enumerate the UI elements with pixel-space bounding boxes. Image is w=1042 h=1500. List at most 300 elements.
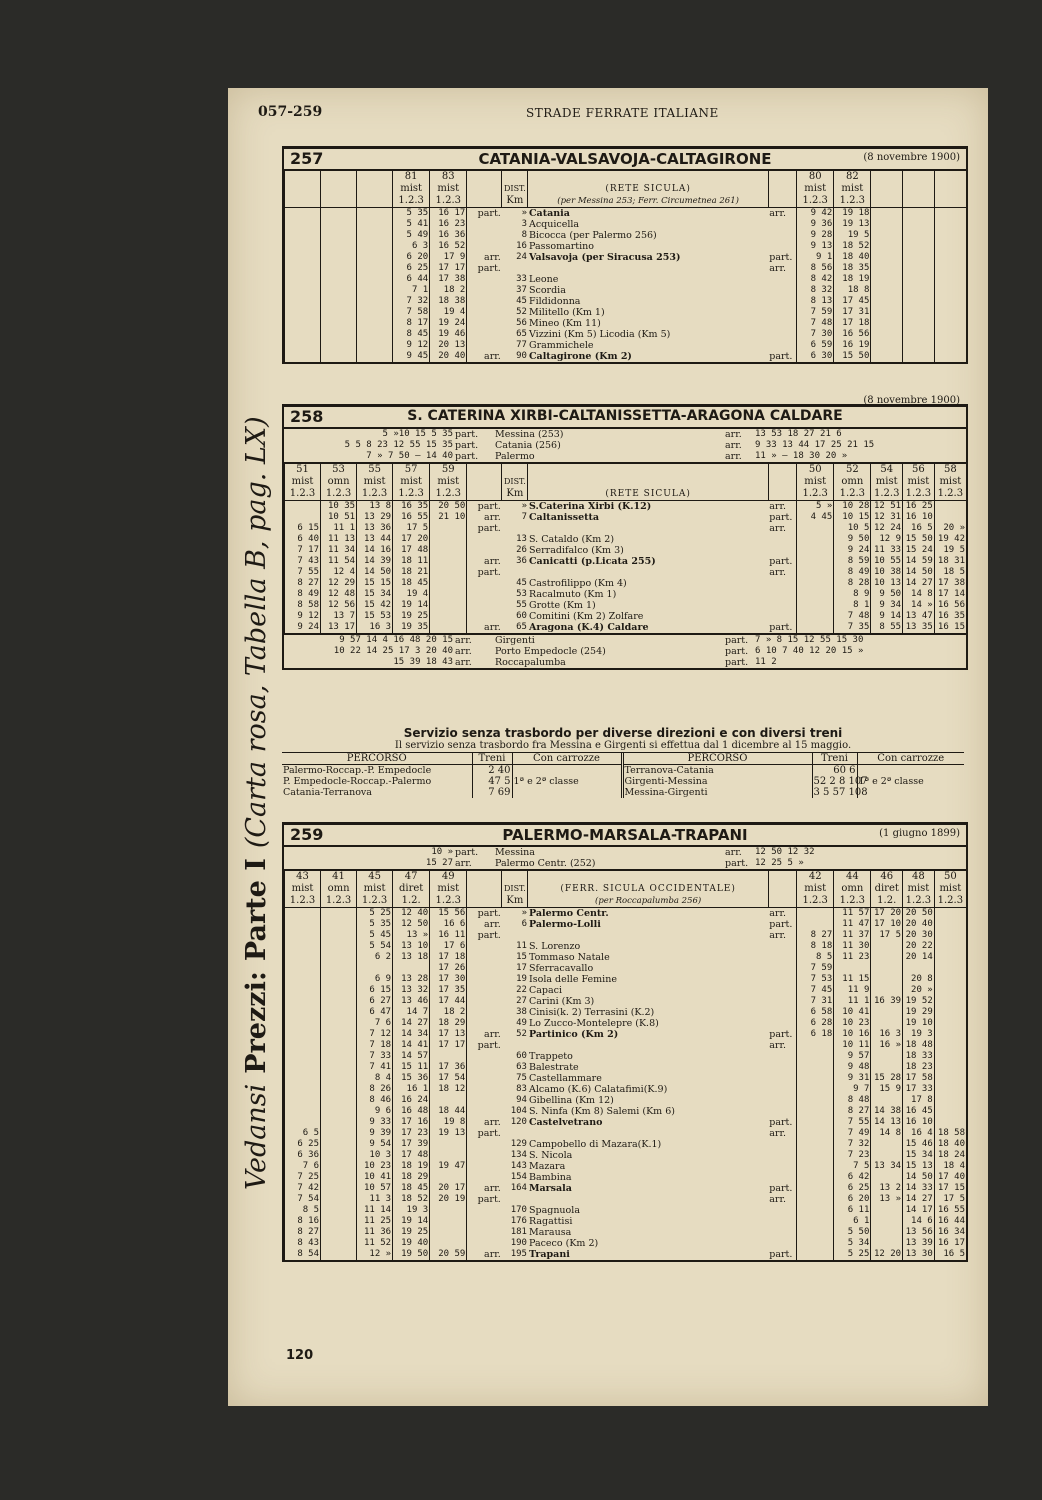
train-header: 50 mist 1.2.3 [934,871,966,908]
station-name: Lo Zucco-Montelepre (K.8) [528,1018,659,1029]
down-time: 19 25 [393,1227,430,1238]
up-time: 15 46 [903,1139,935,1150]
up-time [871,985,903,996]
down-time: 7 32 [393,296,430,307]
up-time: 19 5 [834,230,871,241]
train-header: 54 mist 1.2.3 [871,464,903,501]
down-time: 17 26 [430,963,467,974]
km-value: 129 [510,1139,527,1149]
up-time: 18 33 [903,1051,935,1062]
connection-station: Catania (256) [495,440,561,451]
empty-cell [321,351,357,362]
empty-cell [321,219,357,230]
down-time: 15 56 [430,908,467,920]
table-row [285,985,967,996]
empty-cell [934,219,966,230]
up-time [871,952,903,963]
table-row [285,578,967,589]
connection-times: 5 5 8 23 12 55 15 35 [344,440,453,450]
down-time [321,1227,357,1238]
up-time: 8 55 [871,622,903,633]
up-time: 17 38 [934,578,966,589]
down-time: 11 14 [357,1205,393,1216]
km-value: 56 [516,318,527,328]
up-time: 19 3 [903,1029,935,1040]
up-time: 14 8 [871,1128,903,1139]
down-time [285,941,321,952]
train-numbers: 60 6 [812,765,857,777]
down-time [321,1216,357,1227]
up-time: 17 20 [871,908,903,920]
station-name: Isola delle Femine [528,974,617,985]
up-time [934,1106,966,1117]
indicator: arr. [455,858,472,869]
up-time: 12 51 [871,501,903,513]
up-time: 18 58 [934,1128,966,1139]
down-time: 5 35 [393,208,430,220]
indicator: part. [467,930,502,941]
indicator: part. [725,657,749,668]
connection-station: Palermo [495,451,535,462]
empty-cell [357,274,393,285]
km-value: » [521,208,527,218]
up-time [797,578,834,589]
down-time: 8 45 [393,329,430,340]
empty-cell [934,252,966,263]
train-header: 51 mist 1.2.3 [285,464,321,501]
empty-cell [934,296,966,307]
train-header: 53 omn 1.2.3 [321,464,357,501]
section-date: (8 novembre 1900) [863,152,960,163]
empty-cell [357,252,393,263]
down-time [285,908,321,920]
section-number: 258 [290,407,324,426]
indicator [768,545,796,556]
km-value: 7 [521,512,527,522]
timetable-grid [284,171,966,362]
down-time: 9 24 [285,622,321,633]
empty-cell [321,285,357,296]
down-time: 16 35 [393,501,430,513]
station-name: Partinico (Km 2) [528,1029,619,1040]
up-time [871,1150,903,1161]
down-time [285,930,321,941]
up-time [797,1238,834,1249]
indicator-header [467,871,502,908]
timetable-257 [282,146,968,364]
down-time: 13 10 [393,941,430,952]
connection-times: 10 » [431,847,453,857]
down-time: 6 36 [285,1150,321,1161]
indicator: part. [769,919,793,930]
down-time: 17 18 [430,952,467,963]
km-value: 26 [516,545,527,555]
indicator: arr. [769,501,786,512]
indicator: part. [467,208,502,220]
table-row [285,512,967,523]
empty-cell [285,307,321,318]
down-time: 7 55 [285,567,321,578]
up-time: 18 23 [903,1062,935,1073]
station-name: Caltagirone (Km 2) [528,351,632,362]
indicator [768,600,796,611]
indicator [768,1216,796,1227]
down-time [321,1051,357,1062]
up-time [797,1183,834,1194]
route-name: Messina-Girgenti [622,787,812,798]
km-value: » [521,908,527,918]
train-header: 45 mist 1.2.3 [357,871,393,908]
up-time [797,611,834,622]
up-time: 18 52 [834,241,871,252]
table-row [285,1128,967,1139]
down-time: 20 17 [430,1183,467,1194]
station-name: Passomartino [528,241,594,252]
station-name: Acquicella [528,219,580,230]
up-time [797,534,834,545]
empty-cell [357,329,393,340]
indicator [768,1084,796,1095]
station-name: S. Ninfa (Km 8) Salemi (Km 6) [528,1106,675,1117]
indicator [467,974,502,985]
empty-cell [934,274,966,285]
up-time: 17 10 [871,919,903,930]
down-time [430,567,467,578]
empty-cell [321,274,357,285]
percorso-row [282,776,964,787]
up-time: 7 30 [797,329,834,340]
indicator: part. [455,847,479,858]
station-name: Tommaso Natale [528,952,610,963]
station-name: Grotte (Km 1) [528,600,596,611]
indicator [467,611,502,622]
up-time: 7 32 [834,1139,871,1150]
table-row [285,1095,967,1106]
km-value: 27 [516,996,527,1006]
station-name: Campobello di Mazara(K.1) [528,1139,662,1150]
up-time: 13 » [871,1194,903,1205]
indicator: part. [467,501,502,513]
down-time [430,578,467,589]
down-time [321,1095,357,1106]
page-range: 057-259 [258,104,323,120]
km-value: 65 [516,329,527,339]
up-time: 8 13 [797,296,834,307]
section-date: (1 giugno 1899) [879,828,960,839]
table-row [285,996,967,1007]
down-time: 17 17 [430,263,467,274]
down-time [285,1073,321,1084]
up-time: 7 48 [834,611,871,622]
empty-cell [357,340,393,351]
down-time: 11 13 [321,534,357,545]
up-time: 15 13 [903,1161,935,1172]
up-time: 10 23 [834,1018,871,1029]
empty-cell [903,318,935,329]
empty-cell [321,318,357,329]
down-time: 15 36 [393,1073,430,1084]
up-time: 9 48 [834,1062,871,1073]
up-time: 19 18 [834,208,871,220]
down-time: 7 41 [357,1062,393,1073]
table-row [285,241,967,252]
km-value: 154 [510,1172,527,1182]
up-time: 18 8 [834,285,871,296]
indicator: arr. [769,567,786,578]
up-time [934,974,966,985]
up-time [934,512,966,523]
table-row [285,1150,967,1161]
table-row [285,1194,967,1205]
down-time [285,1040,321,1051]
indicator: arr. [725,440,742,451]
indicator: arr. [467,351,502,362]
up-time: 20 » [934,523,966,534]
up-time [797,600,834,611]
up-time: 7 55 [834,1117,871,1128]
down-time: 8 49 [285,589,321,600]
up-time: 10 16 [834,1029,871,1040]
table-row [285,1205,967,1216]
up-time [871,974,903,985]
up-time: 16 56 [934,600,966,611]
up-time: 6 28 [797,1018,834,1029]
indicator [768,230,796,241]
down-time: 16 1 [393,1084,430,1095]
up-time [871,1007,903,1018]
up-time: 9 31 [834,1073,871,1084]
train-header: 43 mist 1.2.3 [285,871,321,908]
down-time: 9 6 [357,1106,393,1117]
km-value: 176 [510,1216,527,1226]
down-time [321,1161,357,1172]
indicator: part. [467,1194,502,1205]
empty-cell [903,329,935,340]
km-value: 52 [516,307,527,317]
station-name: Alcamo (K.6) Calatafimi(K.9) [528,1084,668,1095]
up-time: 17 5 [934,1194,966,1205]
up-time [871,1238,903,1249]
up-time [797,1062,834,1073]
down-time: 16 55 [393,512,430,523]
down-time [285,919,321,930]
down-time: 20 13 [430,340,467,351]
carriage-class: 1ª e 2ª classe [857,776,964,787]
up-time: 8 18 [797,941,834,952]
up-time: 19 29 [903,1007,935,1018]
indicator [467,996,502,1007]
down-time [285,501,321,513]
up-time [871,1205,903,1216]
up-time [871,1139,903,1150]
down-time [357,963,393,974]
empty-cell [871,263,903,274]
down-time [285,1007,321,1018]
up-time [903,963,935,974]
table-row [285,1084,967,1095]
train-header: 58 mist 1.2.3 [934,464,966,501]
indicator [467,1172,502,1183]
down-time: 18 29 [393,1172,430,1183]
up-time: 19 10 [903,1018,935,1029]
indicator [467,578,502,589]
up-time [797,1095,834,1106]
down-time: 10 57 [357,1183,393,1194]
up-time [797,1227,834,1238]
table-row [285,611,967,622]
up-time: 14 8 [903,589,935,600]
km-value: 75 [516,1073,527,1083]
down-time [321,952,357,963]
table-row [285,1007,967,1018]
up-time: 8 48 [834,1095,871,1106]
timetable-259 [282,822,968,1262]
empty-cell [934,340,966,351]
km-value [502,567,528,578]
up-time: 20 22 [903,941,935,952]
down-time [321,919,357,930]
percorso-table [282,752,964,798]
down-time: 17 16 [393,1117,430,1128]
down-time: 7 6 [285,1161,321,1172]
up-time: 7 35 [834,622,871,633]
table-row [285,208,967,220]
down-time: 20 50 [430,501,467,513]
down-time: 17 23 [393,1128,430,1139]
empty-cell [934,208,966,220]
connection-times: 7 » 7 50 — 14 40 [366,451,453,461]
down-time: 17 9 [430,252,467,263]
up-time: 13 35 [903,622,935,633]
down-time [285,512,321,523]
down-time [430,600,467,611]
km-value: 17 [516,963,527,973]
down-time: 15 34 [357,589,393,600]
down-time: 10 51 [321,512,357,523]
indicator: arr. [769,908,786,919]
up-time: 20 50 [903,908,935,920]
down-time [321,1205,357,1216]
indicator: arr. [769,263,786,274]
down-time: 10 35 [321,501,357,513]
km-value: 94 [516,1095,527,1105]
down-time: 6 40 [285,534,321,545]
down-time: 15 11 [393,1062,430,1073]
timetable-258 [282,395,968,670]
down-time [321,1106,357,1117]
down-time [285,996,321,1007]
indicator: arr. [769,930,786,941]
down-time [430,1139,467,1150]
km-value: 143 [510,1161,527,1171]
indicator [768,578,796,589]
table-row [285,600,967,611]
connections-top [284,847,966,871]
down-time: 16 11 [430,930,467,941]
train-header: 44 omn 1.2.3 [834,871,871,908]
up-time: 10 11 [834,1040,871,1051]
network-header: (FERR. SICULA OCCIDENTALE) (per Roccapalumba 256) [528,871,768,908]
train-numbers: 52 2 8 107 [813,776,868,787]
percorso-row [282,787,964,798]
empty-cell [903,351,935,362]
empty-cell [903,208,935,220]
up-time: 6 30 [797,351,834,362]
train-header: 48 mist 1.2.3 [903,871,935,908]
station-name: Caltanissetta [528,512,600,523]
empty-cell [285,252,321,263]
up-time: 11 9 [834,985,871,996]
km-value: 6 [521,919,527,929]
down-time: 6 47 [357,1007,393,1018]
down-time: 13 46 [393,996,430,1007]
down-time: 18 21 [393,567,430,578]
table-row [285,919,967,930]
section-date: (8 novembre 1900) [863,395,960,406]
down-time: 12 50 [393,919,430,930]
indicator: part. [467,908,502,920]
down-time [321,930,357,941]
down-time: 18 45 [393,578,430,589]
down-time: 10 3 [357,1150,393,1161]
page-number: 120 [286,1348,314,1363]
down-time: 6 3 [393,241,430,252]
empty-cell [934,351,966,362]
down-time: 21 10 [430,512,467,523]
indicator [768,1007,796,1018]
up-time: 17 18 [834,318,871,329]
down-time [430,534,467,545]
up-time: 6 18 [797,1029,834,1040]
up-time: 16 55 [934,1205,966,1216]
up-time: 20 8 [903,974,935,985]
station-name: Serradifalco (Km 3) [528,545,624,556]
empty-cell [321,230,357,241]
down-time: 8 27 [285,578,321,589]
empty-cell [357,208,393,220]
station-name: Palermo Centr. [528,908,609,919]
indicator: arr. [467,1183,502,1194]
down-time: 13 17 [321,622,357,633]
up-time: 10 28 [834,501,871,513]
empty-cell [357,230,393,241]
table-row [285,1238,967,1249]
station-name: Militello (Km 1) [528,307,605,318]
empty-cell [285,285,321,296]
station-name [528,1040,768,1051]
table-row [285,1062,967,1073]
up-time: 14 17 [903,1205,935,1216]
down-time: 18 2 [430,285,467,296]
down-time: 7 12 [357,1029,393,1040]
table-row [285,252,967,263]
up-time: 16 25 [903,501,935,513]
up-time: 19 13 [834,219,871,230]
indicator: arr. [467,1249,502,1260]
empty-cell [934,318,966,329]
down-time: 5 54 [357,941,393,952]
table-row [285,908,967,920]
indicator: part. [725,646,749,657]
down-time: 7 54 [285,1194,321,1205]
down-time: 19 4 [393,589,430,600]
up-time: 12 24 [871,523,903,534]
down-time: 8 16 [285,1216,321,1227]
up-time [934,1117,966,1128]
indicator [467,600,502,611]
indicator [768,274,796,285]
station-name: Marausa [528,1227,572,1238]
